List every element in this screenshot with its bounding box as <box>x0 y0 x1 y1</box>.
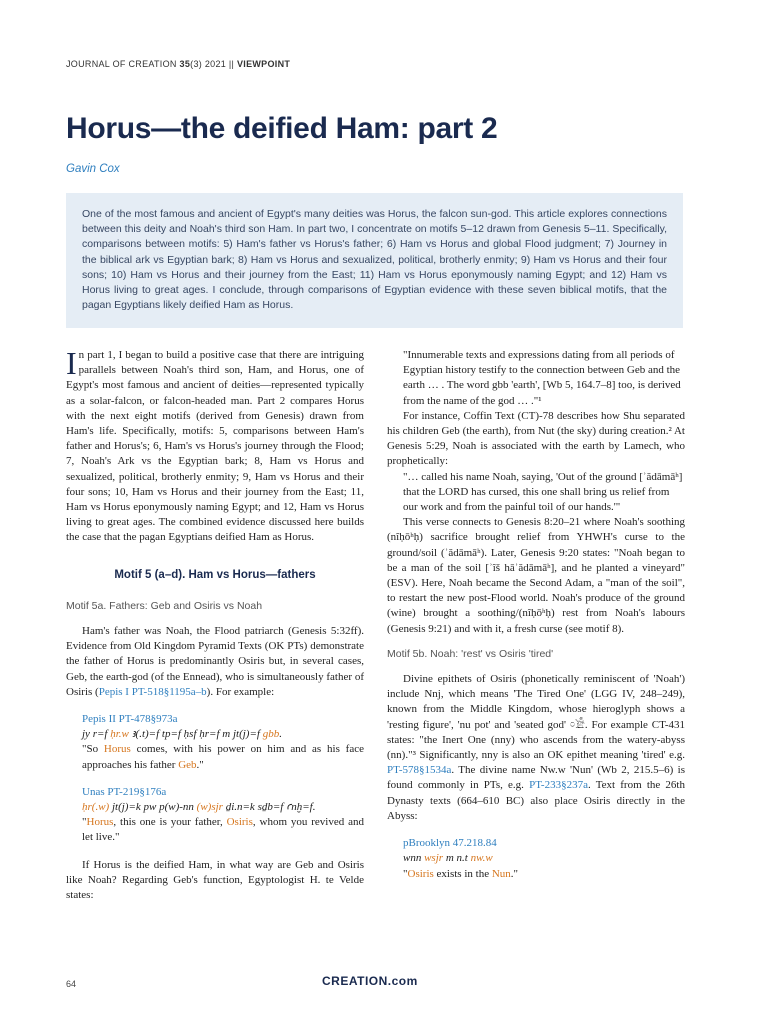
right-column <box>387 348 685 882</box>
example3-reference[interactable]: pBrooklyn 47.218.84 <box>403 837 497 850</box>
translit-horus: ḥr.w <box>110 728 129 741</box>
translit-text: jy r=f <box>82 728 111 741</box>
page-number: 64 <box>66 979 77 989</box>
journal-name: JOURNAL OF CREATION <box>66 59 177 69</box>
translit-text: ꜣ(.t)=f tp=f ḥsf ḥr=f m jt(j)=f <box>128 728 263 741</box>
block-quote-te-velde: "Innumerable texts and expressions dating from all periods of Egyptian history testify to the connection between Geb and the earth … . The word gbb 'earth', [Wb 5, 164.7–8] too, is derived from the name of the god … ."¹ <box>403 349 681 407</box>
closing-paragraph: If Horus is the deified Ham, in what way are Geb and Osiris like Noah? Regarding Geb's function, Egyptologist H. te Velde states: <box>66 858 364 902</box>
paragraph-coffin-text: For instance, Coffin Text (CT)-78 describes how Shu separated his children Geb (the earth), from Nut (the sky) during creation.² At Genesis 5:29, Noah is associated with the earth by Lamech, who prophetically: <box>387 409 685 468</box>
creation-logo[interactable]: CREATION.com <box>322 974 418 988</box>
translation-geb: Geb <box>178 758 197 771</box>
translation-text: comes, with his power on him and as his face approaches his father <box>82 743 364 771</box>
section-heading-motif5: Motif 5 (a–d). Ham vs Horus—fathers <box>114 568 316 581</box>
translit-text: wnn <box>403 852 425 865</box>
author-name[interactable]: Gavin Cox <box>66 163 120 175</box>
paragraph-5b-mid: . The divine name Nw.w 'Nun' (Wb 2, 215.5–6) is found commonly in PTs, e.g. <box>387 764 685 792</box>
translation-text: "So <box>82 743 104 756</box>
left-column <box>66 345 364 903</box>
paragraph-genesis: This verse connects to Genesis 8:20–21 where Noah's soothing (nîḥōʰḥ) sacrifice brought relief from YHWH's curse to the ground/soil (ʾădāmāʰ). Later, Genesis 9:20 states: "Noah began to be a man of the soil [ʾîš hāʾădāmāʰ], and he planted a vineyard" (ESV). Here, Noah became the Second Adam, a "man of the soil", to restart the new post-Flood world. Noah's produce of the ground (wine) brought a soothing/(nîḥōʰḥ) rest from Noah's labours (Genesis 9:21) and with it, a fresh curse (see motif 8). <box>387 516 685 635</box>
example2-reference[interactable]: Unas PT-219§176a <box>82 785 167 798</box>
translit-text: m n.t <box>443 852 471 865</box>
translit-osiris: wsjr <box>424 852 444 865</box>
paragraph-5b-end: . Text from the 26th Dynasty texts (664–610 BC) also place Osiris directly in the Abyss: <box>387 779 685 822</box>
block-quote-genesis: "… called his name Noah, saying, 'Out of the ground [ʾădāmāʰ] that the LORD has cursed, this one shall bring us relief from our work and from the painful toil of our hands.'" <box>403 470 683 514</box>
translation-horus: Horus <box>86 816 114 829</box>
example2-transliteration <box>66 800 364 815</box>
intro-paragraph <box>66 345 364 546</box>
translation-osiris: Osiris <box>407 867 434 880</box>
translation-nun: Nun <box>491 867 511 880</box>
translation-text: " <box>82 816 87 829</box>
translation-text: exists in the <box>433 867 492 880</box>
journal-issue: (3) 2021 || <box>190 59 235 69</box>
running-header <box>66 59 290 69</box>
example2-translation <box>66 815 364 845</box>
reference-link[interactable]: PT-233§237a <box>529 779 588 792</box>
section-label: VIEWPOINT <box>236 59 291 69</box>
translit-osiris: (w)sjr <box>196 801 223 814</box>
paragraph-5b <box>387 672 685 824</box>
reference-link[interactable]: PT-578§1534a <box>387 764 452 777</box>
translit-text: . <box>279 728 282 741</box>
example1-transliteration <box>66 727 364 742</box>
translation-horus: Horus <box>103 743 131 756</box>
subheading-5a: Motif 5a. Fathers: Geb and Osiris vs Noah <box>66 599 263 612</box>
example1-translation <box>66 742 364 772</box>
translit-horus: ḥr(.w) <box>82 801 110 814</box>
example3-translation <box>387 867 685 882</box>
paragraph-5b-text: Divine epithets of Osiris (phonetically reminiscent of 'Noah') include Nnj, which means 'The Tired One' (LGG IV, 248–249), known from the Middle Kingdom, whose hieroglyph shows a 'resting figure', 'nu pot' and 'seated god' 𓏌𓀀. For example CT-431 states: "the Inert One (nny) who ascends from the watery-abyss (nn)."³ Significantly, nny is also an OK epithet meaning 'tired' e.g. <box>387 673 685 762</box>
paragraph-5a-text: Ham's father was Noah, the Flood patriarch (Genesis 5:32ff). Evidence from Old Kingdom Pyramid Texts (OK PTs) demonstrate the father of Horus is predominantly Osiris but, in several cases, Geb, the earth-god (of the Ennead), who is simultaneously father of Osiris ( <box>66 625 364 698</box>
intro-text: n part 1, I began to build a positive case that there are intriguing parallels between Noah's third son, Ham, and Horus, one of Egypt's most famous and ancient of deities—represented typically as a solar-falcon, or falcon-headed man. Part 2 compares Horus with the next eight motifs (derived from Genesis) drawn from Ham's life. Specifically, motifs: 5, comparisons between Ham's father and Horus's; 6, Ham's vs Horus's journey through the Flood; 7, Noah's Ark vs the Egyptian bark; 8, Ham vs Horus and sexualized, political, brotherly enmity; 9, Ham vs Horus and their four sons; 10, Ham vs Horus and their journey from the East; 11, Ham vs Horus eponymously naming Egypt; and 12, Ham vs Horus living to great ages. The combined evidence discussed here builds the case that the pagan Egyptians deified Ham as Horus. <box>66 349 364 544</box>
subheading-5b: Motif 5b. Noah: 'rest' vs Osiris 'tired' <box>387 647 554 660</box>
paragraph-5a-tail: ). For example: <box>206 685 275 698</box>
translation-text: ." <box>510 867 519 880</box>
reference-link[interactable]: Pepis I PT-518§1195a–b <box>98 685 207 698</box>
translation-text: " <box>403 867 408 880</box>
example1-reference[interactable]: Pepis II PT-478§973a <box>82 713 178 726</box>
abstract-box: One of the most famous and ancient of Egypt's many deities was Horus, the falcon sun-god. This article explores connections between this deity and Noah's third son Ham. In part two, I concentrate on motifs 5–12 drawn from Genesis 5–11. Specifically, comparisons between motifs: 5) Ham's father vs Horus's father; 6) Ham vs Horus and global Flood judgment; 7) Journey in the biblical ark vs Egyptian bark; 8) Ham vs Horus and sexualized, political, brotherly enmity; 9) Ham vs Horus and their four sons; 10) Ham vs Horus and their journey from the East; 11) Ham vs Horus eponymously naming Egypt; and 12) Ham vs Horus living to great ages. I conclude, through comparisons of Egyptian evidence with these seven biblical motifs, that the pagan Egyptians likely deified Ham as Horus. <box>66 193 683 328</box>
drop-cap: I <box>66 345 77 381</box>
translation-osiris: Osiris <box>226 816 253 829</box>
translit-nun: nw.w <box>470 852 493 865</box>
translation-text: ." <box>196 758 204 771</box>
translation-text: , this one is your father, <box>113 816 227 829</box>
paragraph-5a <box>66 624 364 700</box>
journal-volume: 35 <box>179 59 191 69</box>
translit-geb: gbb <box>262 728 280 741</box>
article-title: Horus—the deified Ham: part 2 <box>66 112 498 145</box>
example3-transliteration <box>387 851 685 866</box>
translit-text: jt(j)=k pw p(w)-nn <box>109 801 197 814</box>
translation-text: , whom you revived and let live." <box>82 816 364 844</box>
translit-text: ḏi.n=k sḏb=f ꜥnḫ=f. <box>222 801 316 814</box>
